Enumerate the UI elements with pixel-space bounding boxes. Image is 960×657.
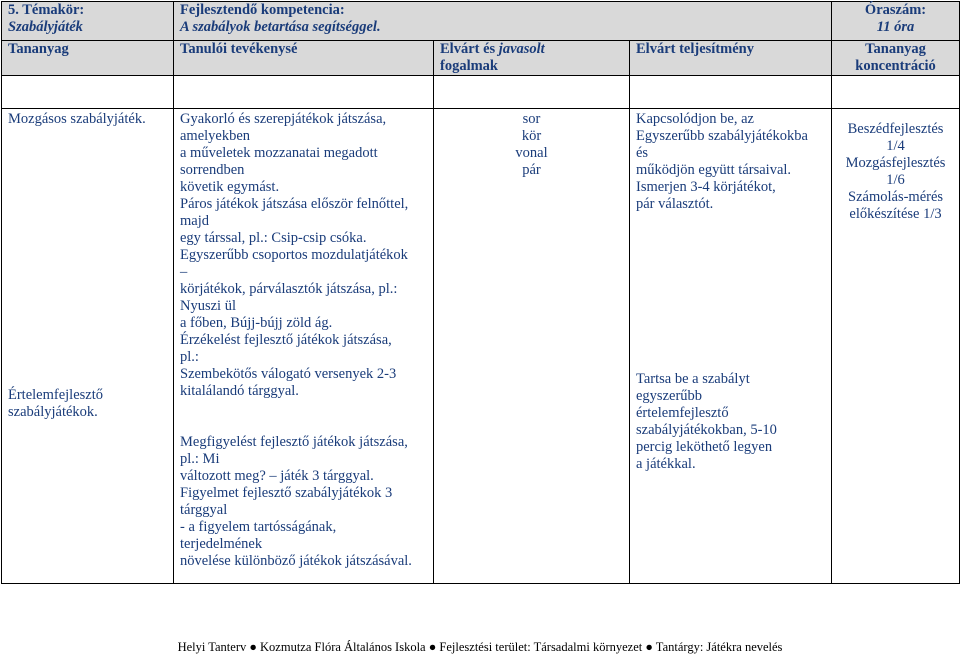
performance-top xyxy=(636,109,825,213)
concepts-cell xyxy=(434,109,630,584)
curriculum-table xyxy=(1,1,960,584)
concept-item: vonal xyxy=(515,145,548,161)
activity-line: Gyakorló és szerepjátékok játszása, xyxy=(180,111,387,127)
performance-line: Egyszerűbb szabályjátékokba xyxy=(636,128,808,144)
activity-line: Érzékelést fejlesztő játékok játszása, xyxy=(180,332,392,348)
concentration-list xyxy=(838,109,953,223)
activity-line: Nyuszi ül xyxy=(180,298,236,314)
header-row-columns xyxy=(2,41,960,76)
activity-line: növelése különböző játékok játszásával. xyxy=(180,553,412,569)
performance-line: Kapcsolódjon be, az xyxy=(636,111,754,127)
hours-cell xyxy=(832,2,960,41)
hours-value: 11 óra xyxy=(876,19,915,35)
activity-line: Páros játékok játszása először felnőttel, xyxy=(180,196,409,212)
col-header-concepts-c: fogalmak xyxy=(440,58,498,74)
performance-line: egyszerűbb xyxy=(636,388,703,404)
header-row-topic xyxy=(2,2,960,41)
activity-cell xyxy=(174,109,434,584)
activity-blank xyxy=(180,417,427,434)
competence-label: Fejlesztendő kompetencia: xyxy=(180,2,345,18)
activity-line: pl.: xyxy=(180,349,199,365)
performance-bottom xyxy=(636,371,777,473)
performance-line: szabályjátékokban, 5-10 xyxy=(636,422,777,438)
content-row xyxy=(2,109,960,584)
subject-bottom-line-2: szabályjátékok. xyxy=(8,404,98,420)
activity-line: Egyszerűbb csoportos mozdulatjátékok xyxy=(180,247,408,263)
col-header-concentration-a: Tananyag xyxy=(865,41,926,57)
performance-line: a játékkal. xyxy=(636,456,696,472)
col-header-concepts-a: Elvárt és xyxy=(440,41,496,57)
activity-line: egy társsal, pl.: Csip-csip csóka. xyxy=(180,230,367,246)
competence-value: A szabályok betartása segítséggel. xyxy=(180,19,381,35)
hours-label: Óraszám: xyxy=(864,2,927,18)
concentration-line: előkészítése 1/3 xyxy=(849,206,942,222)
subject-cell xyxy=(2,109,174,584)
concentration-line: 1/4 xyxy=(886,138,905,154)
performance-line: Ismerjen 3-4 körjátékot, xyxy=(636,179,776,195)
activity-line: körjátékok, párválasztók játszása, pl.: xyxy=(180,281,398,297)
concepts-list xyxy=(440,109,623,179)
activity-line: - a figyelem tartósságának, xyxy=(180,519,337,535)
col-header-activity: Tanulói tevékenysé xyxy=(174,41,434,76)
performance-line: és xyxy=(636,145,649,161)
competence-cell xyxy=(174,2,832,41)
activity-line: majd xyxy=(180,213,209,229)
performance-line: percig leköthető legyen xyxy=(636,439,773,455)
performance-line: pár választót. xyxy=(636,196,714,212)
concentration-line: Beszédfejlesztés xyxy=(847,121,944,137)
activity-blank xyxy=(180,400,427,417)
topic-cell xyxy=(2,2,174,41)
activity-line: amelyekben xyxy=(180,128,251,144)
activity-line: tárggyal xyxy=(180,502,228,518)
col-header-concepts xyxy=(434,41,630,76)
col-header-performance: Elvárt teljesítmény xyxy=(630,41,832,76)
activity-line: változott meg? – játék 3 tárggyal. xyxy=(180,468,374,484)
spacer-row xyxy=(2,76,960,109)
activity-line: sorrendben xyxy=(180,162,245,178)
activity-line: pl.: Mi xyxy=(180,451,220,467)
concentration-line: 1/6 xyxy=(886,172,905,188)
concept-item: pár xyxy=(522,162,541,178)
subject-bottom xyxy=(8,387,103,421)
activity-line: követik egymást. xyxy=(180,179,280,195)
subject-top: Mozgásos szabályjáték. xyxy=(8,111,146,127)
concept-item: sor xyxy=(522,111,541,127)
activity-line: Szembekötős válogató versenyek 2-3 xyxy=(180,366,397,382)
activity-line: Megfigyelést fejlesztő játékok játszása, xyxy=(180,434,408,450)
topic-value: Szabályjáték xyxy=(8,19,83,35)
concentration-line: Mozgásfejlesztés xyxy=(845,155,946,171)
activity-line: Figyelmet fejlesztő szabályjátékok 3 xyxy=(180,485,393,501)
activity-line: – xyxy=(180,264,188,280)
activity-line: a főben, Bújj-bújj zöld ág. xyxy=(180,315,333,331)
col-header-concepts-b: javasolt xyxy=(498,41,545,57)
col-header-material: Tananyag xyxy=(2,41,174,76)
concentration-line: Számolás-mérés xyxy=(848,189,944,205)
concentration-cell xyxy=(832,109,960,584)
activity-list xyxy=(180,109,427,570)
performance-line: értelemfejlesztő xyxy=(636,405,729,421)
subject-bottom-line-1: Értelemfejlesztő xyxy=(8,387,104,403)
performance-line: Tartsa be a szabályt xyxy=(636,371,750,387)
performance-cell xyxy=(630,109,832,584)
activity-line: kitalálandó tárggyal. xyxy=(180,383,299,399)
activity-line: a műveletek mozzanatai megadott xyxy=(180,145,378,161)
page-footer: Helyi Tanterv ● Kozmutza Flóra Általános Iskola ● Fejlesztési terület: Társadalmi környezet ● Tantárgy: Játékra nevelés xyxy=(177,640,783,654)
activity-line: terjedelmének xyxy=(180,536,263,552)
topic-label: 5. Témakör: xyxy=(8,2,85,18)
col-header-concentration xyxy=(832,41,960,76)
performance-line: működjön együtt társaival. xyxy=(636,162,792,178)
concept-item: kör xyxy=(521,128,542,144)
col-header-concentration-b: koncentráció xyxy=(855,58,936,74)
